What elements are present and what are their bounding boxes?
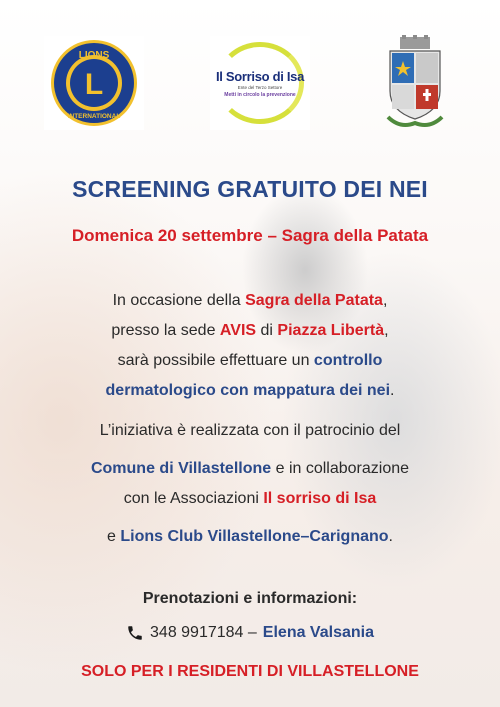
sorriso-sub: Ente del Terzo Settore [237, 84, 283, 90]
contacts-section [0, 582, 500, 689]
sorriso-name: Il Sorriso di Isa [215, 68, 305, 84]
description-line-2: presso la sede AVIS di Piazza Libertà, [111, 322, 389, 339]
contacts-heading: Prenotazioni e informazioni: [142, 590, 358, 607]
lions-bottom-text: INTERNATIONAL [67, 113, 121, 120]
contact-name: Elena Valsania [262, 624, 374, 641]
sorriso-card [214, 40, 306, 126]
description-line-6: Comune di Villastellone e in collaborazione [90, 460, 410, 477]
event-description [0, 286, 500, 552]
phone-row [0, 616, 500, 655]
lions-emblem-icon [46, 38, 142, 128]
lions-top-text: LIONS [78, 50, 110, 61]
lions-letter: L [84, 68, 104, 101]
event-date: Domenica 20 settembre – Sagra della Patata [71, 226, 429, 245]
description-line-1: In occasione della Sagra della Patata, [112, 292, 388, 309]
page-title: SCREENING GRATUITO DEI NEI [72, 176, 428, 202]
sorriso-logo [210, 36, 310, 130]
description-line-8: e Lions Club Villastellone–Carignano. [107, 528, 393, 545]
comune-crest [380, 36, 450, 130]
description-line-7: con le Associazioni Il sorriso di Isa [123, 490, 377, 507]
residents-notice: SOLO PER I RESIDENTI DI VILLASTELLONE [81, 663, 419, 680]
coat-of-arms-icon [380, 35, 450, 131]
phone-number[interactable]: 348 9917184 – [150, 624, 257, 641]
phone-icon [126, 624, 144, 642]
description-line-5: L’iniziativa è realizzata con il patrocinio del [99, 422, 401, 439]
lions-logo [44, 36, 144, 130]
sorriso-tag: Metti in circolo la prevenzione [224, 91, 296, 98]
description-line-3: sarà possibile effettuare un controllo [117, 352, 383, 369]
description-line-4: dermatologico con mappatura dei nei. [105, 382, 395, 399]
